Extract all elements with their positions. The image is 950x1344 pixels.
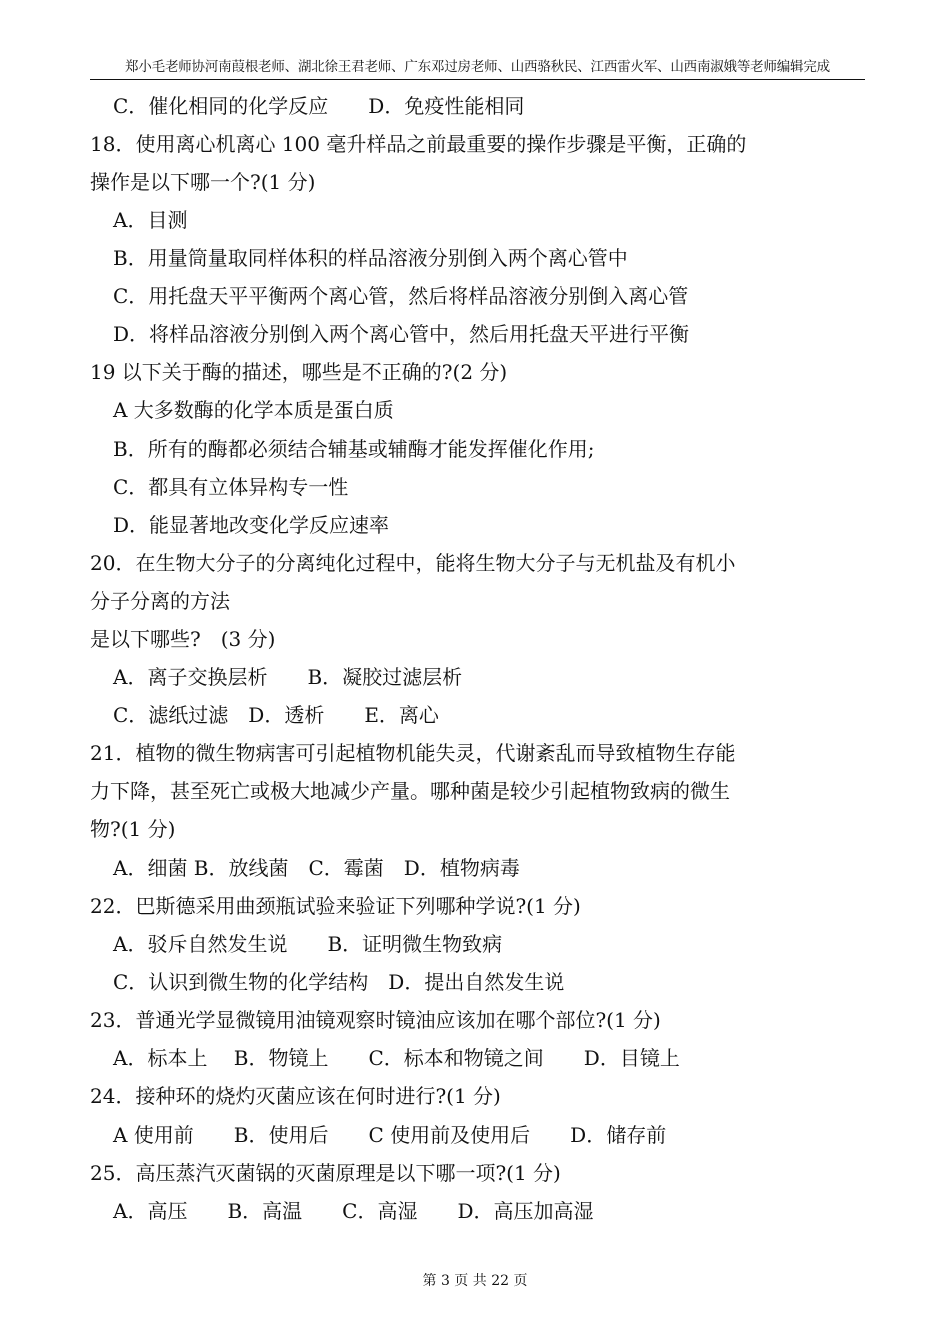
option-line: C．用托盘天平平衡两个离心管，然后将样品溶液分别倒入离心管 bbox=[113, 284, 689, 308]
option-line: A．标本上 B．物镜上 C．标本和物镜之间 D．目镜上 bbox=[113, 1046, 680, 1070]
question-line: 物?(1 分) bbox=[90, 817, 176, 841]
question-line: 19 以下关于酶的描述，哪些是不正确的?(2 分) bbox=[90, 360, 508, 384]
question-line: 25．高压蒸汽灭菌锅的灭菌原理是以下哪一项?(1 分) bbox=[90, 1161, 561, 1185]
option-line: A．细菌 B．放线菌 C．霉菌 D．植物病毒 bbox=[113, 856, 520, 880]
option-line: A．高压 B．高温 C．高湿 D．高压加高湿 bbox=[113, 1199, 594, 1223]
option-line: C．认识到微生物的化学结构 D．提出自然发生说 bbox=[113, 970, 565, 994]
header-divider bbox=[90, 79, 865, 80]
page-header: 郑小毛老师协河南葭根老师、湖北徐王君老师、广东邓过房老师、山西骆秋民、江西雷火军、山西南淑娥等老师编辑完成 bbox=[125, 59, 830, 75]
question-line: 分子分离的方法 bbox=[90, 589, 230, 613]
option-line: A．目测 bbox=[113, 208, 188, 232]
question-line: 20．在生物大分子的分离纯化过程中，能将生物大分子与无机盐及有机小 bbox=[90, 551, 736, 575]
option-line: B．用量筒量取同样体积的样品溶液分别倒入两个离心管中 bbox=[113, 246, 628, 270]
option-line: A 大多数酶的化学本质是蛋白质 bbox=[113, 398, 394, 422]
option-line: D．能显著地改变化学反应速率 bbox=[113, 513, 390, 537]
question-line: 18．使用离心机离心 100 毫升样品之前最重要的操作步骤是平衡，正确的 bbox=[90, 132, 747, 156]
option-line: C．催化相同的化学反应 D．免疫性能相同 bbox=[113, 94, 525, 118]
page-number: 第 3 页 共 22 页 bbox=[422, 1273, 528, 1289]
question-line: 24．接种环的烧灼灭菌应该在何时进行?(1 分) bbox=[90, 1084, 501, 1108]
question-line: 23．普通光学显微镜用油镜观察时镜油应该加在哪个部位?(1 分) bbox=[90, 1008, 661, 1032]
question-line: 是以下哪些? (3 分) bbox=[90, 627, 276, 651]
option-line: C．都具有立体异构专一性 bbox=[113, 475, 349, 499]
option-line: A．驳斥自然发生说 B．证明微生物致病 bbox=[113, 932, 503, 956]
option-line: B．所有的酶都必须结合辅基或辅酶才能发挥催化作用; bbox=[113, 437, 595, 461]
option-line: C．滤纸过滤 D．透析 E．离心 bbox=[113, 703, 439, 727]
question-line: 22．巴斯德采用曲颈瓶试验来验证下列哪种学说?(1 分) bbox=[90, 894, 581, 918]
question-line: 21．植物的微生物病害可引起植物机能失灵，代谢紊乱而导致植物生存能 bbox=[90, 741, 736, 765]
question-line: 力下降，甚至死亡或极大地减少产量。哪种菌是较少引起植物致病的微生 bbox=[90, 779, 730, 803]
option-line: A．离子交换层析 B．凝胶过滤层析 bbox=[113, 665, 463, 689]
question-line: 操作是以下哪一个?(1 分) bbox=[90, 170, 316, 194]
option-line: D．将样品溶液分别倒入两个离心管中，然后用托盘天平进行平衡 bbox=[113, 322, 690, 346]
option-line: A 使用前 B．使用后 C 使用前及使用后 D．储存前 bbox=[113, 1123, 667, 1147]
